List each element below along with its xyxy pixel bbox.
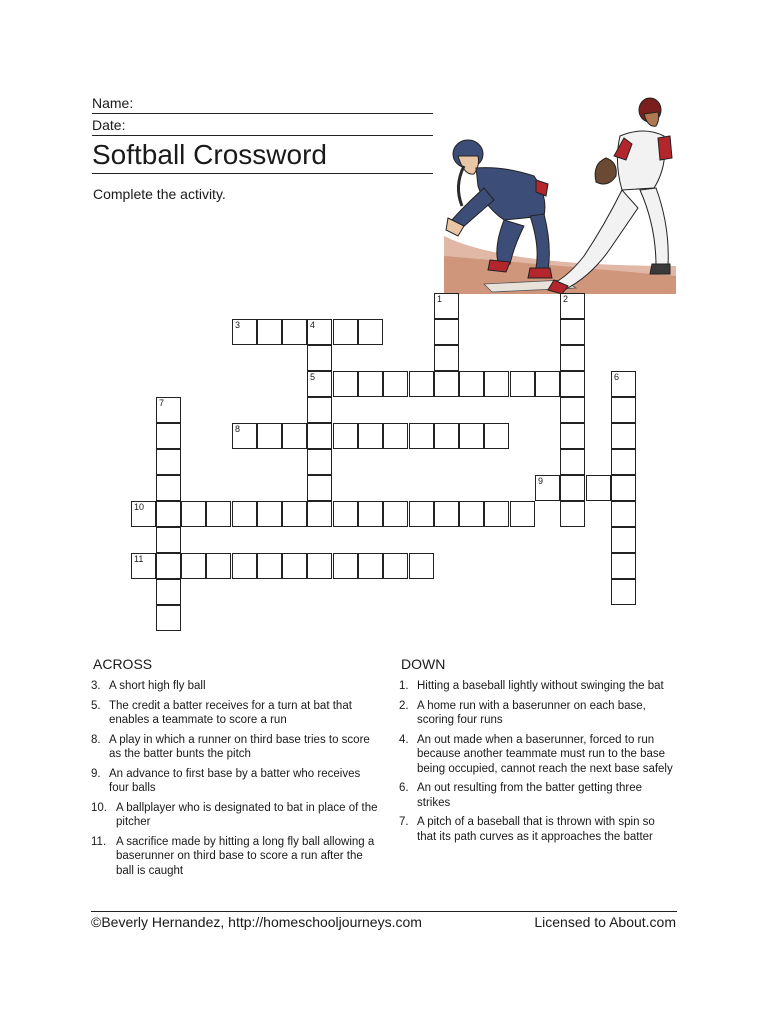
crossword-cell[interactable]: [232, 553, 257, 579]
crossword-cell[interactable]: [611, 449, 636, 475]
crossword-cell[interactable]: [560, 501, 585, 527]
crossword-cell[interactable]: [206, 501, 231, 527]
crossword-cell[interactable]: [307, 449, 332, 475]
crossword-cell[interactable]: [333, 319, 358, 345]
crossword-cell[interactable]: [611, 527, 636, 553]
crossword-cell-4-down[interactable]: [307, 319, 332, 345]
crossword-cell[interactable]: [333, 501, 358, 527]
clue-number: 3: [235, 320, 241, 330]
clue-text: A home run with a baserunner on each base, scoring four runs: [417, 699, 646, 726]
crossword-cell[interactable]: [459, 501, 484, 527]
clue-item: [91, 835, 381, 879]
crossword-cell[interactable]: [560, 423, 585, 449]
crossword-cell[interactable]: [333, 553, 358, 579]
clue-number: 10: [134, 502, 145, 512]
crossword-cell[interactable]: [510, 371, 535, 397]
crossword-cell-3-across[interactable]: [232, 319, 257, 345]
clue-number: 11: [134, 554, 144, 564]
clue-number: 2: [563, 294, 569, 304]
crossword-cell[interactable]: [156, 527, 181, 553]
crossword-cell[interactable]: [383, 501, 408, 527]
crossword-cell[interactable]: [307, 423, 332, 449]
crossword-cell[interactable]: [156, 475, 181, 501]
crossword-cell[interactable]: [560, 449, 585, 475]
clue-num: 10.: [91, 801, 107, 814]
clue-number: 9: [538, 476, 544, 486]
crossword-cell[interactable]: [358, 423, 383, 449]
crossword-cell[interactable]: [156, 501, 181, 527]
crossword-cell[interactable]: [333, 371, 358, 397]
crossword-cell[interactable]: [409, 371, 434, 397]
crossword-cell[interactable]: [459, 423, 484, 449]
clue-number: 5: [310, 372, 316, 382]
footer-divider: [91, 911, 677, 912]
instructions: Complete the activity.: [93, 186, 226, 202]
clue-number: 8: [235, 424, 241, 434]
crossword-cell[interactable]: [156, 553, 181, 579]
crossword-cell[interactable]: [510, 501, 535, 527]
date-field[interactable]: [92, 117, 433, 136]
clue-item: [399, 699, 674, 728]
across-clue-list: [91, 679, 381, 883]
clue-num: 9.: [91, 767, 101, 780]
crossword-cell[interactable]: [333, 423, 358, 449]
crossword-cell[interactable]: [156, 423, 181, 449]
crossword-cell[interactable]: [181, 501, 206, 527]
crossword-cell[interactable]: [383, 423, 408, 449]
crossword-cell[interactable]: [206, 553, 231, 579]
crossword-cell[interactable]: [307, 397, 332, 423]
crossword-cell[interactable]: [611, 423, 636, 449]
crossword-cell[interactable]: [611, 553, 636, 579]
clue-number: 1: [437, 294, 443, 304]
crossword-cell[interactable]: [282, 319, 307, 345]
crossword-cell-8-across[interactable]: [232, 423, 257, 449]
crossword-cell[interactable]: [257, 553, 282, 579]
clue-num: 4.: [399, 733, 409, 746]
crossword-cell[interactable]: [434, 345, 459, 371]
crossword-cell[interactable]: [484, 501, 509, 527]
name-field[interactable]: [92, 95, 433, 114]
crossword-cell[interactable]: [459, 371, 484, 397]
crossword-cell[interactable]: [611, 397, 636, 423]
crossword-cell[interactable]: [560, 371, 585, 397]
clue-num: 2.: [399, 699, 409, 712]
crossword-cell[interactable]: [535, 371, 560, 397]
crossword-cell[interactable]: [307, 475, 332, 501]
clue-number: 4: [310, 320, 316, 330]
crossword-cell[interactable]: [307, 553, 332, 579]
clue-text: A ballplayer who is designated to bat in place of the pitcher: [116, 801, 378, 828]
crossword-cell[interactable]: [484, 371, 509, 397]
softball-players-illustration: [444, 96, 676, 294]
crossword-cell[interactable]: [307, 501, 332, 527]
clue-text: The credit a batter receives for a turn at bat that enables a teammate to score a run: [109, 699, 352, 726]
crossword-cell[interactable]: [560, 475, 585, 501]
date-label: Date:: [92, 117, 126, 133]
crossword-cell[interactable]: [434, 319, 459, 345]
crossword-cell[interactable]: [307, 345, 332, 371]
crossword-cell[interactable]: [156, 605, 181, 631]
clue-num: 3.: [91, 680, 101, 692]
clue-item: [399, 733, 674, 777]
crossword-cell[interactable]: [257, 501, 282, 527]
clue-item: [399, 781, 674, 810]
crossword-cell[interactable]: [282, 423, 307, 449]
crossword-cell[interactable]: [560, 345, 585, 371]
crossword-cell-5-across[interactable]: [307, 371, 332, 397]
crossword-cell[interactable]: [181, 553, 206, 579]
copyright-text: ©Beverly Hernandez, http://homeschooljourneys.com: [91, 914, 422, 930]
crossword-cell[interactable]: [156, 579, 181, 605]
crossword-cell[interactable]: [409, 423, 434, 449]
license-text: Licensed to About.com: [534, 914, 676, 930]
clue-item: [91, 767, 381, 796]
clue-item: [399, 679, 674, 694]
clue-num: 5.: [91, 699, 101, 712]
page-title: Softball Crossword: [92, 138, 433, 174]
crossword-cell[interactable]: [560, 397, 585, 423]
crossword-cell[interactable]: [156, 449, 181, 475]
name-label: Name:: [92, 95, 134, 111]
crossword-cell[interactable]: [560, 319, 585, 345]
crossword-cell-1-down[interactable]: [434, 293, 459, 319]
crossword-cell[interactable]: [358, 501, 383, 527]
crossword-cell[interactable]: [484, 423, 509, 449]
clue-item: [399, 815, 674, 844]
clue-text: A pitch of a baseball that is thrown with spin so that its path curves as it approaches the batter: [417, 816, 655, 843]
crossword-cell-11-across[interactable]: [131, 553, 156, 579]
clue-num: 6.: [399, 782, 409, 794]
crossword-cell[interactable]: [586, 475, 611, 501]
crossword-cell[interactable]: [257, 319, 282, 345]
crossword-cell[interactable]: [611, 501, 636, 527]
crossword-cell[interactable]: [282, 501, 307, 527]
clue-number: 6: [614, 372, 620, 382]
clue-text: A short high fly ball: [109, 680, 206, 692]
crossword-cell-6-down[interactable]: [611, 371, 636, 397]
clue-num: 1.: [399, 680, 409, 692]
crossword-cell[interactable]: [611, 579, 636, 605]
across-heading: ACROSS: [93, 656, 153, 672]
crossword-cell[interactable]: [409, 553, 434, 579]
crossword-cell[interactable]: [434, 371, 459, 397]
crossword-cell[interactable]: [358, 371, 383, 397]
crossword-cell[interactable]: [434, 501, 459, 527]
down-clue-list: [399, 679, 674, 849]
crossword-cell[interactable]: [611, 475, 636, 501]
clue-text: A play in which a runner on third base tries to score as the batter bunts the pitch: [109, 733, 370, 760]
crossword-cell[interactable]: [232, 501, 257, 527]
crossword-cell[interactable]: [409, 501, 434, 527]
crossword-cell[interactable]: [282, 553, 307, 579]
clue-item: [91, 801, 381, 830]
clue-text: An out resulting from the batter getting three strikes: [417, 782, 643, 809]
crossword-cell-2-down[interactable]: [560, 293, 585, 319]
clue-number: 7: [159, 398, 165, 408]
crossword-cell[interactable]: [383, 553, 408, 579]
clue-item: [91, 679, 381, 694]
clue-num: 7.: [399, 816, 409, 828]
clue-text: An advance to first base by a batter who receives four balls: [109, 767, 361, 794]
clue-num: 8.: [91, 733, 101, 746]
down-heading: DOWN: [401, 656, 446, 672]
clue-text: A sacrifice made by hitting a long fly ball allowing a baserunner on third base to score a run after the ball is caught: [116, 835, 375, 877]
clue-num: 11.: [91, 835, 107, 848]
crossword-cell[interactable]: [257, 423, 282, 449]
clue-text: An out made when a baserunner, forced to run because another teammate must run to the base being occupied, cannot reach the next base safely: [417, 733, 673, 775]
crossword-cell-7-down[interactable]: [156, 397, 181, 423]
clue-item: [91, 699, 381, 728]
crossword-cell-9-across[interactable]: [535, 475, 560, 501]
crossword-cell[interactable]: [383, 371, 408, 397]
clue-item: [91, 733, 381, 762]
crossword-cell[interactable]: [358, 319, 383, 345]
clue-text: Hitting a baseball lightly without swinging the bat: [417, 680, 664, 692]
crossword-cell-10-across[interactable]: [131, 501, 156, 527]
crossword-cell[interactable]: [358, 553, 383, 579]
crossword-cell[interactable]: [434, 423, 459, 449]
